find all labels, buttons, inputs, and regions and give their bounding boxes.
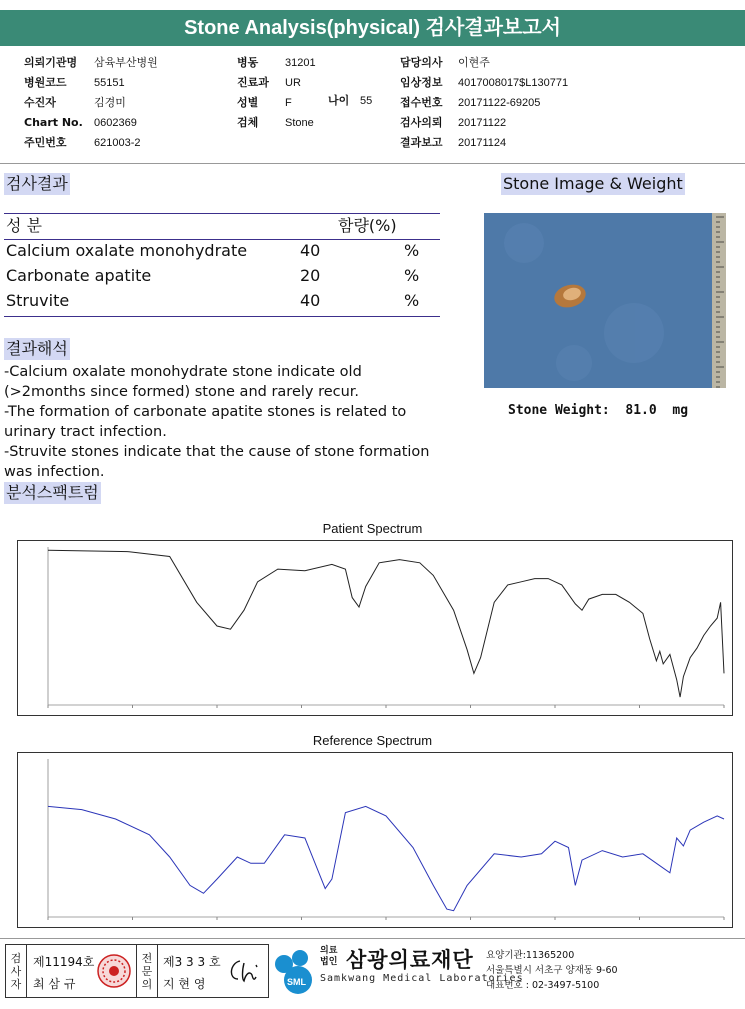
info2-label: 진료과 xyxy=(237,76,269,89)
inspector-label: 검사자 xyxy=(10,952,22,991)
interpretation-line: was infection. xyxy=(4,464,105,480)
info1-label: 수진자 xyxy=(24,96,56,109)
patient-spectrum-chart xyxy=(17,540,733,716)
component-unit: % xyxy=(404,291,420,310)
info2-value: 31201 xyxy=(285,57,316,69)
inspector-no: 제11194호 xyxy=(33,955,95,969)
inspector-seal-icon xyxy=(96,953,132,989)
table-row xyxy=(4,263,440,288)
org-name: 삼광의료재단 xyxy=(346,948,474,972)
org-info-line: 대표번호 : 02-3497-5100 xyxy=(486,980,600,991)
info2-value: Stone xyxy=(285,117,314,129)
table-header xyxy=(4,213,440,238)
component-value: 20 xyxy=(300,266,321,285)
result-section-title: 검사결과 xyxy=(6,174,68,193)
footer-divider xyxy=(0,938,745,939)
info3-row xyxy=(400,53,568,73)
component-value: 40 xyxy=(300,291,321,310)
component-value: 40 xyxy=(300,241,321,260)
reference-spectrum-title: Reference Spectrum xyxy=(312,733,433,748)
patient-spectrum-axes xyxy=(48,547,724,705)
info3-value: 4017008017$L130771 xyxy=(458,77,569,89)
weight-unit: mg xyxy=(672,403,689,418)
info2-value: F xyxy=(285,97,292,109)
interpretation-line: urinary tract infection. xyxy=(4,424,167,440)
info1-row xyxy=(24,93,158,113)
info3-value: 20171124 xyxy=(458,137,507,149)
weight-value: 81.0 xyxy=(625,403,657,418)
spectrum-section-title: 분석스팩트럼 xyxy=(6,483,99,502)
col-component: 성 분 xyxy=(6,216,42,235)
reference-spectrum-axes xyxy=(48,759,724,917)
org-prefix-line: 법인 xyxy=(320,957,338,967)
info1-label: 주민번호 xyxy=(24,136,67,149)
info1-row xyxy=(24,73,158,93)
inspector-name: 최 삼 규 xyxy=(33,977,76,991)
reference-spectrum-chart xyxy=(17,752,733,928)
col-amount: 함량(%) xyxy=(338,216,397,235)
table-bottom-rule xyxy=(4,316,440,317)
info1-value: 김경미 xyxy=(94,97,126,109)
info3-label: 임상정보 xyxy=(400,76,443,89)
org-english-name: Samkwang Medical Laboratories xyxy=(320,973,524,984)
info1-value: 삼육부산병원 xyxy=(94,57,158,69)
patient-spectrum-trace xyxy=(48,550,724,697)
report-title: Stone Analysis(physical) 검사결과보고서 xyxy=(0,10,745,46)
info3-label: 담당의사 xyxy=(400,56,443,69)
interpretation-line: -Calcium oxalate monohydrate stone indicate old xyxy=(4,364,362,380)
specialist-no: 제3 3 3 호 xyxy=(163,955,221,969)
reference-spectrum-trace xyxy=(48,806,724,910)
info3-label: 결과보고 xyxy=(400,136,443,149)
info1-row xyxy=(24,113,158,133)
org-info-line: 요양기관:11365200 xyxy=(486,950,575,961)
component-name: Carbonate apatite xyxy=(6,266,152,285)
age-value: 55 xyxy=(360,95,373,107)
component-name: Struvite xyxy=(6,291,70,310)
info1-label: 병원코드 xyxy=(24,76,67,89)
org-prefix-line: 의료 xyxy=(320,946,338,956)
signature-box xyxy=(5,944,269,998)
info3-label: 검사의뢰 xyxy=(400,116,443,129)
patient-spectrum-title: Patient Spectrum xyxy=(322,521,423,536)
specialist-name: 지 현 영 xyxy=(163,977,206,991)
interpretation-line: -Struvite stones indicate that the cause of stone formation xyxy=(4,444,430,460)
age-label: 나이 xyxy=(328,94,350,107)
info2-label: 병동 xyxy=(237,56,259,69)
org-info xyxy=(486,948,618,993)
weight-label: Stone Weight: xyxy=(508,403,610,418)
component-unit: % xyxy=(404,266,420,285)
table-row xyxy=(4,238,440,263)
table-row xyxy=(4,288,440,313)
component-name: Calcium oxalate monohydrate xyxy=(6,241,248,260)
interpretation-line: (>2months since formed) stone and rarely recur. xyxy=(4,384,360,400)
component-unit: % xyxy=(404,241,420,260)
info2-row xyxy=(237,113,316,133)
info3-value: 이현주 xyxy=(458,57,490,69)
info-divider xyxy=(0,163,745,164)
info3-value: 20171122 xyxy=(458,117,507,129)
info2-row xyxy=(237,73,316,93)
info-col3 xyxy=(400,53,568,153)
interpretation-title: 결과해석 xyxy=(6,339,68,358)
info1-row xyxy=(24,133,158,153)
specialist-signature-icon xyxy=(226,955,264,985)
info3-label: 접수번호 xyxy=(400,96,443,109)
info2-label: 검체 xyxy=(237,116,259,129)
specialist-label: 전문의 xyxy=(141,952,153,991)
info-col1 xyxy=(24,53,158,153)
stone-weight xyxy=(508,403,688,418)
stone-photo-art xyxy=(484,213,726,388)
info-col2 xyxy=(237,53,316,133)
stone-photo xyxy=(484,213,726,388)
info2-value: UR xyxy=(285,77,301,89)
info1-value: 55151 xyxy=(94,77,125,89)
info3-row xyxy=(400,113,568,133)
info-age xyxy=(328,91,372,111)
info3-row xyxy=(400,93,568,113)
info2-label: 성별 xyxy=(237,96,259,109)
info1-row xyxy=(24,53,158,73)
interpretation-line: -The formation of carbonate apatite stones is related to xyxy=(4,404,407,420)
sml-logo-icon xyxy=(270,944,318,996)
info3-row xyxy=(400,133,568,153)
result-table xyxy=(4,213,440,313)
logo-text: SML xyxy=(287,977,306,987)
info1-label: 의뢰기관명 xyxy=(24,56,78,69)
org-info-line: 서울특별시 서초구 양재동 9-60 xyxy=(486,965,618,976)
info3-row xyxy=(400,73,568,93)
table-header-rule xyxy=(4,239,440,240)
info3-value: 20171122-69205 xyxy=(458,97,541,109)
info2-row xyxy=(237,93,316,113)
org-prefix xyxy=(320,946,337,968)
stone-image-title: Stone Image & Weight xyxy=(503,174,683,193)
info1-value: 621003-2 xyxy=(94,137,141,149)
interpretation-text xyxy=(4,362,454,482)
info1-value: 0602369 xyxy=(94,117,137,129)
info2-row xyxy=(237,53,316,73)
info1-label: Chart No. xyxy=(24,116,83,129)
